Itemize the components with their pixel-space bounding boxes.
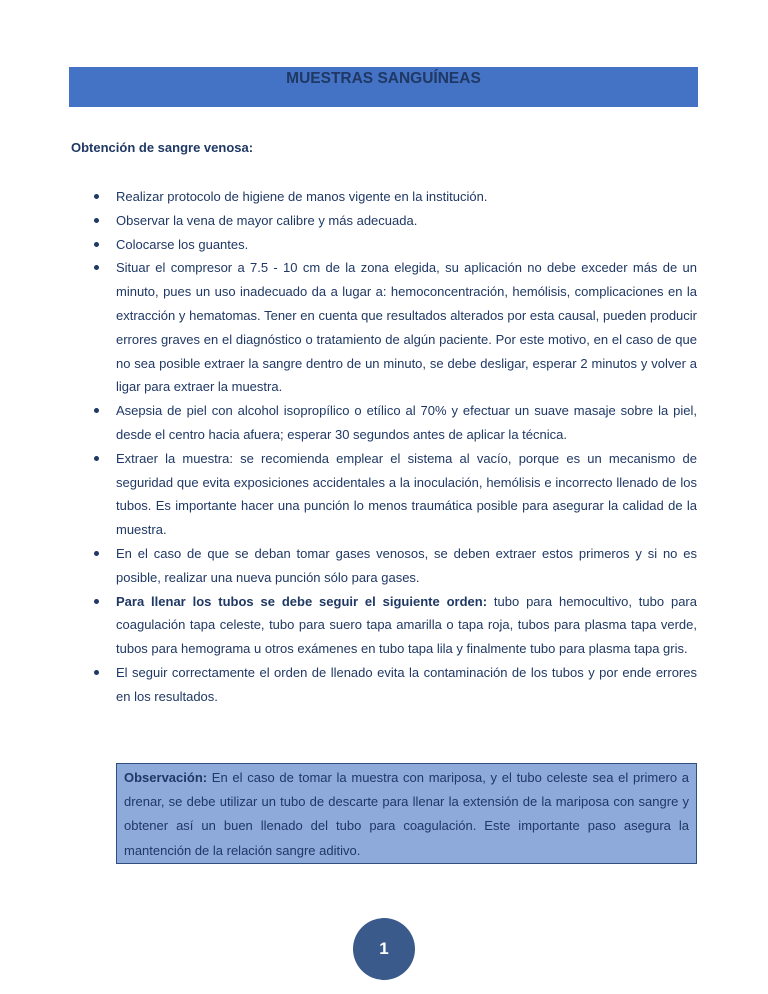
list-item-bold: Para llenar los tubos se debe seguir el siguiente orden: — [116, 593, 488, 609]
list-item — [116, 209, 697, 233]
list-item — [116, 233, 697, 257]
bullet-icon — [94, 408, 99, 413]
page-number: 1 — [379, 939, 389, 958]
list-item-text: Asepsia de piel con alcohol isopropílico o etílico al 70% y efectuar un suave masaje sobre la piel, desde el centro hacia afuera; esperar 30 segundos antes de aplicar la técnica. — [116, 403, 697, 442]
title-banner — [69, 67, 698, 107]
list-item-text: Colocarse los guantes. — [116, 236, 249, 252]
list-item-text: En el caso de que se deban tomar gases venosos, se deben extraer estos primeros y si no es posible, realizar una nueva punción sólo para gases. — [116, 545, 697, 585]
observation-box — [116, 763, 697, 864]
list-item — [116, 661, 697, 709]
procedure-list — [116, 185, 697, 709]
bullet-icon — [94, 265, 99, 270]
bullet-icon — [94, 551, 99, 556]
list-item — [116, 185, 697, 209]
list-item — [116, 590, 697, 661]
observation-text: En el caso de tomar la muestra con mariposa, y el tubo celeste sea el primero a drenar, se debe utilizar un tubo de descarte para llenar la extensión de la mariposa con sangre y obtener así un buen llenado del tubo para coagulación. Este importante paso asegura la mantención de la relación sangre aditivo. — [124, 770, 689, 858]
bullet-icon — [94, 599, 99, 604]
section-heading: Obtención de sangre venosa: — [71, 140, 254, 155]
list-item-text: tubo para hemocultivo, tubo para coagulación tapa celeste, tubo para suero tapa amarilla o tapa roja, tubos para plasma tapa verde, tubos para hemograma u otros exámenes en tubo tapa lila y finalmente tubo para plasma tapa gris. — [116, 593, 697, 657]
list-item-text: Situar el compresor a 7.5 - 10 cm de la zona elegida, su aplicación no debe exceder más de un minuto, pues un uso inadecuado da a lugar a: hemoconcentración, hemólisis, complicaciones en la extracción y hematomas. Tener en cuenta que resultados alterados por esta causal, pueden producir errores graves en el diagnóstico o tratamiento de algún paciente. Por este motivo, en el caso de que no sea posible extraer la sangre dentro de un minuto, se debe desligar, esperar 2 minutos y volver a ligar para extraer la muestra. — [116, 260, 697, 395]
bullet-icon — [94, 218, 99, 223]
bullet-icon — [94, 456, 99, 461]
bullet-icon — [94, 242, 99, 247]
list-item — [116, 256, 697, 399]
list-item — [116, 399, 697, 447]
list-item — [116, 447, 697, 542]
page-title: MUESTRAS SANGUÍNEAS — [286, 70, 481, 87]
bullet-icon — [94, 194, 99, 199]
list-item-text: Realizar protocolo de higiene de manos vigente en la institución. — [116, 189, 488, 204]
observation-label: Observación: — [124, 770, 208, 785]
list-item — [116, 542, 697, 590]
list-item-text: Observar la vena de mayor calibre y más adecuada. — [116, 212, 418, 228]
page-number-badge — [353, 918, 415, 980]
list-item-text: Extraer la muestra: se recomienda emplear el sistema al vacío, porque es un mecanismo de seguridad que evita exposiciones accidentales a la inoculación, hemólisis e incorrecto llenado de los tubos. Es importante hacer una punción lo menos traumática posible para asegurar la calidad de la muestra. — [116, 450, 697, 538]
list-item-text: El seguir correctamente el orden de llenado evita la contaminación de los tubos y por ende errores en los resultados. — [116, 664, 697, 704]
bullet-icon — [94, 670, 99, 675]
